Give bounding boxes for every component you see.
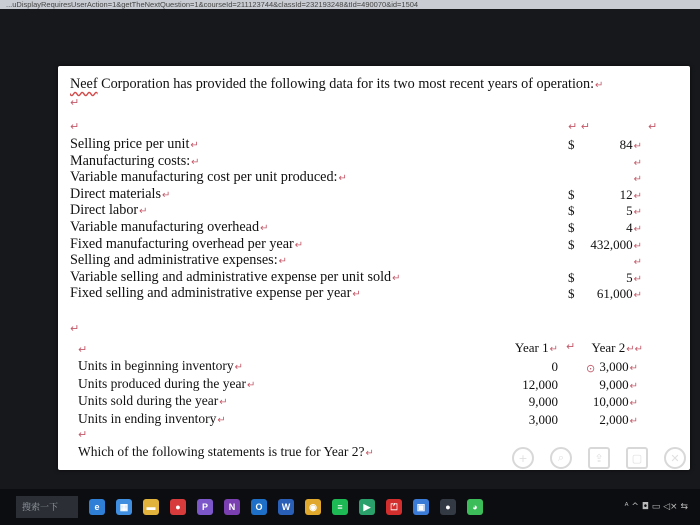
zoom-in-icon[interactable]: +	[512, 447, 534, 469]
year1-value: 12,000	[522, 376, 558, 392]
cost-row-label: Selling and administrative expenses:↵	[70, 252, 288, 269]
document-page: Neef Corporation has provided the following data for its two most recent years of operation:↵ ↵ ↵ ↵ ↵ ↵ Selling price per unit↵ $ 84↵ Manufacturing costs:↵ ↵ Variable manufacturing cost per unit produced:↵ ↵ Direct materials↵ $ 12↵ Direct labor↵ $ 5↵ Variable manufacturing overhead↵ $ 4↵ Fixed manufacturing overhead per year↵ $ 432,000↵ Selling and administrative expenses:↵ ↵ Variable selling and administrative expense per unit sold↵ $ 5↵ Fixed selling and administrative expense per year↵ $ 61,000↵ ↵ Year 1↵ ↵ Year 2↵↵ ↵ Units in beginning inventory↵ 0 3,000↵ Units produced during the year↵ 12,000 9,000↵ Units sold during the year↵ 9,000 10,000↵ Units in ending inventory↵ 3,000 2,000↵ ⊙ ↵ Which of the following statements is true for Year 2?↵	[58, 66, 690, 470]
files-app-icon[interactable]: ▬	[143, 499, 159, 515]
units-row-label: Units in ending inventory↵	[78, 410, 226, 426]
cost-row-label: Variable manufacturing cost per unit produced:↵	[70, 169, 347, 186]
onenote-app-icon[interactable]: N	[224, 499, 240, 515]
cost-row-label: Direct materials↵	[70, 185, 171, 202]
year1-value: 3,000	[528, 411, 558, 427]
wechat-app-icon[interactable]: ◕	[467, 499, 483, 515]
cost-row-label: Fixed manufacturing overhead per year↵	[70, 235, 304, 252]
cost-row-value: 432,000↵	[590, 236, 642, 252]
dollar-sign: $	[568, 220, 575, 235]
cost-row-value: ↵	[633, 257, 642, 269]
chrome-app-icon[interactable]: ◉	[305, 499, 321, 515]
dollar-sign: $	[568, 236, 575, 252]
cost-row-value: 5↵	[626, 269, 642, 285]
year1-header: Year 1↵	[514, 340, 558, 355]
units-row-label: Units produced during the year↵	[78, 375, 256, 391]
cost-row-label: Direct labor↵	[70, 202, 148, 219]
edge-app-icon[interactable]: e	[89, 499, 105, 515]
word-app-icon[interactable]: W	[278, 499, 294, 515]
acrobat-app-icon[interactable]: ⏍	[386, 499, 402, 515]
year1-value: 0	[551, 359, 558, 374]
taskbar-search[interactable]: 搜索一下	[16, 496, 78, 518]
dollar-sign: $	[568, 286, 575, 302]
cost-row-label: Variable manufacturing overhead↵	[70, 219, 269, 235]
dollar-sign: $	[568, 269, 575, 285]
year2-header: Year 2↵↵	[591, 340, 643, 355]
year2-value: 2,000↵	[599, 411, 638, 427]
close-icon[interactable]: ✕	[664, 447, 686, 469]
taskbar	[0, 489, 700, 525]
units-row-label: Units in beginning inventory↵	[78, 358, 244, 373]
media-app-icon[interactable]: ▶	[359, 499, 375, 515]
year2-value: 3,000↵	[599, 359, 638, 374]
question-text: Which of the following statements is true for Year 2?↵	[78, 444, 374, 459]
cost-row-value: ↵	[633, 174, 642, 186]
photos-app-icon[interactable]: ▣	[413, 499, 429, 515]
taskbar-apps	[78, 499, 483, 515]
spotify-app-icon[interactable]: ≡	[332, 499, 348, 515]
viewer-toolbar	[512, 447, 686, 469]
cost-row-value: 61,000↵	[596, 286, 642, 302]
browser-url-bar[interactable]: ...uDisplayRequiresUserAction=1&getTheNextQuestion=1&courseId=211123744&classId=232193248&tId=490070&id=1504	[0, 0, 700, 9]
search-icon[interactable]: ⌕	[550, 447, 572, 469]
year1-value: 9,000	[528, 394, 558, 409]
dollar-sign: $	[568, 203, 575, 219]
year2-value: 9,000↵	[599, 376, 638, 392]
year2-value: 10,000↵	[592, 394, 638, 409]
outlook-app-icon[interactable]: O	[251, 499, 267, 515]
cost-row-label: Fixed selling and administrative expense per year↵	[70, 285, 361, 302]
app-red-app-icon[interactable]: ●	[170, 499, 186, 515]
cost-row-label: Variable selling and administrative expense per unit sold↵	[70, 268, 401, 285]
cost-row-label: Selling price per unit↵	[70, 136, 199, 152]
dollar-sign: $	[568, 137, 575, 152]
cost-row-value: ↵	[633, 157, 642, 169]
cost-row-value: 12↵	[619, 186, 642, 202]
cost-row-value: 4↵	[626, 220, 642, 235]
share-icon[interactable]: ⇪	[588, 447, 610, 469]
store-app-icon[interactable]: ▦	[116, 499, 132, 515]
cost-row-value: 84↵	[619, 137, 642, 152]
rotate-icon[interactable]: ▢	[626, 447, 648, 469]
cost-row-label: Manufacturing costs:↵	[70, 152, 200, 169]
app-purple-app-icon[interactable]: P	[197, 499, 213, 515]
system-tray[interactable]: ᴬ ^ ◘ ▭ ◁× ⇆	[624, 502, 688, 512]
units-row-label: Units sold during the year↵	[78, 393, 228, 408]
cost-row-value: 5↵	[626, 203, 642, 219]
dollar-sign: $	[568, 186, 575, 202]
intro-text: Neef Corporation has provided the following data for its two most recent years of operation:↵	[70, 76, 604, 92]
app-dark-app-icon[interactable]: ●	[440, 499, 456, 515]
